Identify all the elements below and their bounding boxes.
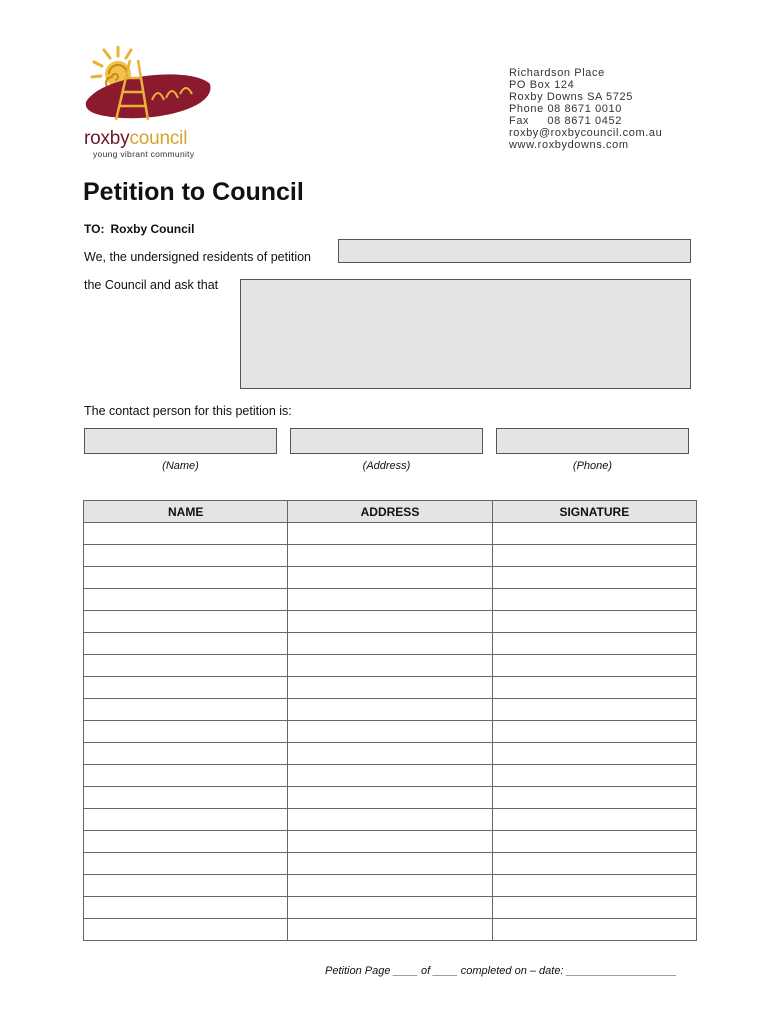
address-cell[interactable] [288, 809, 492, 831]
table-row [84, 677, 697, 699]
address-cell[interactable] [288, 875, 492, 897]
signature-cell[interactable] [492, 853, 696, 875]
signature-cell[interactable] [492, 611, 696, 633]
table-row [84, 655, 697, 677]
signature-cell[interactable] [492, 897, 696, 919]
logo-wordmark-part2: council [129, 128, 188, 149]
signature-table [83, 500, 697, 941]
address-phone: Phone 08 8671 0010 [509, 103, 622, 115]
petition-intro-label: We, the undersigned residents of petition [84, 250, 311, 264]
table-header-row [84, 501, 697, 523]
name-cell[interactable] [84, 721, 288, 743]
address-cell[interactable] [288, 655, 492, 677]
table-row [84, 765, 697, 787]
signature-cell[interactable] [492, 787, 696, 809]
address-cell[interactable] [288, 831, 492, 853]
signature-cell[interactable] [492, 743, 696, 765]
table-row [84, 589, 697, 611]
signature-cell[interactable] [492, 809, 696, 831]
address-cell[interactable] [288, 523, 492, 545]
address-cell[interactable] [288, 897, 492, 919]
name-cell[interactable] [84, 853, 288, 875]
signature-cell[interactable] [492, 721, 696, 743]
ask-request-field[interactable] [240, 279, 691, 389]
signature-cell[interactable] [492, 677, 696, 699]
contact-name-caption: (Name) [162, 460, 199, 472]
signature-cell[interactable] [492, 523, 696, 545]
contact-address-caption: (Address) [362, 460, 411, 472]
name-cell[interactable] [84, 589, 288, 611]
signature-cell[interactable] [492, 765, 696, 787]
to-line [84, 222, 194, 236]
address-cell[interactable] [288, 677, 492, 699]
name-cell[interactable] [84, 875, 288, 897]
contact-phone-caption: (Phone) [572, 460, 613, 472]
to-label: TO: [84, 222, 105, 236]
petition-subject-field[interactable] [338, 239, 691, 263]
address-cell[interactable] [288, 567, 492, 589]
table-row [84, 853, 697, 875]
column-header-name: NAME [84, 501, 288, 523]
name-cell[interactable] [84, 611, 288, 633]
signature-cell[interactable] [492, 567, 696, 589]
name-cell[interactable] [84, 831, 288, 853]
table-row [84, 721, 697, 743]
name-cell[interactable] [84, 765, 288, 787]
table-row [84, 875, 697, 897]
address-line: PO Box 124 [509, 79, 575, 91]
name-cell[interactable] [84, 787, 288, 809]
name-cell[interactable] [84, 743, 288, 765]
address-cell[interactable] [288, 699, 492, 721]
table-row [84, 633, 697, 655]
name-cell[interactable] [84, 809, 288, 831]
address-cell[interactable] [288, 787, 492, 809]
table-row [84, 743, 697, 765]
contact-phone-field[interactable] [496, 428, 689, 454]
table-row [84, 919, 697, 941]
name-cell[interactable] [84, 523, 288, 545]
name-cell[interactable] [84, 699, 288, 721]
address-cell[interactable] [288, 633, 492, 655]
address-cell[interactable] [288, 765, 492, 787]
contact-address-field[interactable] [290, 428, 483, 454]
signature-cell[interactable] [492, 699, 696, 721]
table-row [84, 699, 697, 721]
address-website: www.roxbydowns.com [509, 139, 629, 151]
logo-wordmark [84, 128, 187, 150]
column-header-signature: SIGNATURE [492, 501, 696, 523]
address-cell[interactable] [288, 853, 492, 875]
table-row [84, 523, 697, 545]
address-cell[interactable] [288, 743, 492, 765]
address-line: Richardson Place [509, 67, 605, 79]
address-cell[interactable] [288, 919, 492, 941]
signature-cell[interactable] [492, 831, 696, 853]
ask-label: the Council and ask that [84, 278, 219, 292]
address-cell[interactable] [288, 721, 492, 743]
signature-cell[interactable] [492, 589, 696, 611]
name-cell[interactable] [84, 897, 288, 919]
name-cell[interactable] [84, 567, 288, 589]
address-email: roxby@roxbycouncil.com.au [509, 127, 663, 139]
address-cell[interactable] [288, 611, 492, 633]
table-row [84, 831, 697, 853]
address-fax: Fax 08 8671 0452 [509, 115, 622, 127]
address-cell[interactable] [288, 545, 492, 567]
signature-table-body [84, 523, 697, 941]
table-row [84, 787, 697, 809]
name-cell[interactable] [84, 655, 288, 677]
logo-wordmark-part1: roxby [84, 128, 130, 149]
signature-cell[interactable] [492, 919, 696, 941]
name-cell[interactable] [84, 633, 288, 655]
to-value: Roxby Council [110, 222, 195, 236]
table-row [84, 611, 697, 633]
page-footer: Petition Page ____ of ____ completed on – date: __________________ [325, 965, 677, 977]
address-line: Roxby Downs SA 5725 [509, 91, 633, 103]
logo-tagline: young vibrant community [93, 149, 195, 159]
signature-cell[interactable] [492, 545, 696, 567]
table-row [84, 897, 697, 919]
signature-cell[interactable] [492, 633, 696, 655]
table-row [84, 545, 697, 567]
council-address-block [509, 67, 662, 151]
page-title: Petition to Council [83, 178, 304, 206]
address-cell[interactable] [288, 589, 492, 611]
signature-cell[interactable] [492, 875, 696, 897]
name-cell[interactable] [84, 919, 288, 941]
contact-person-label: The contact person for this petition is: [84, 404, 292, 418]
name-cell[interactable] [84, 677, 288, 699]
contact-name-field[interactable] [84, 428, 277, 454]
column-header-address: ADDRESS [288, 501, 492, 523]
signature-cell[interactable] [492, 655, 696, 677]
table-row [84, 809, 697, 831]
table-row [84, 567, 697, 589]
name-cell[interactable] [84, 545, 288, 567]
